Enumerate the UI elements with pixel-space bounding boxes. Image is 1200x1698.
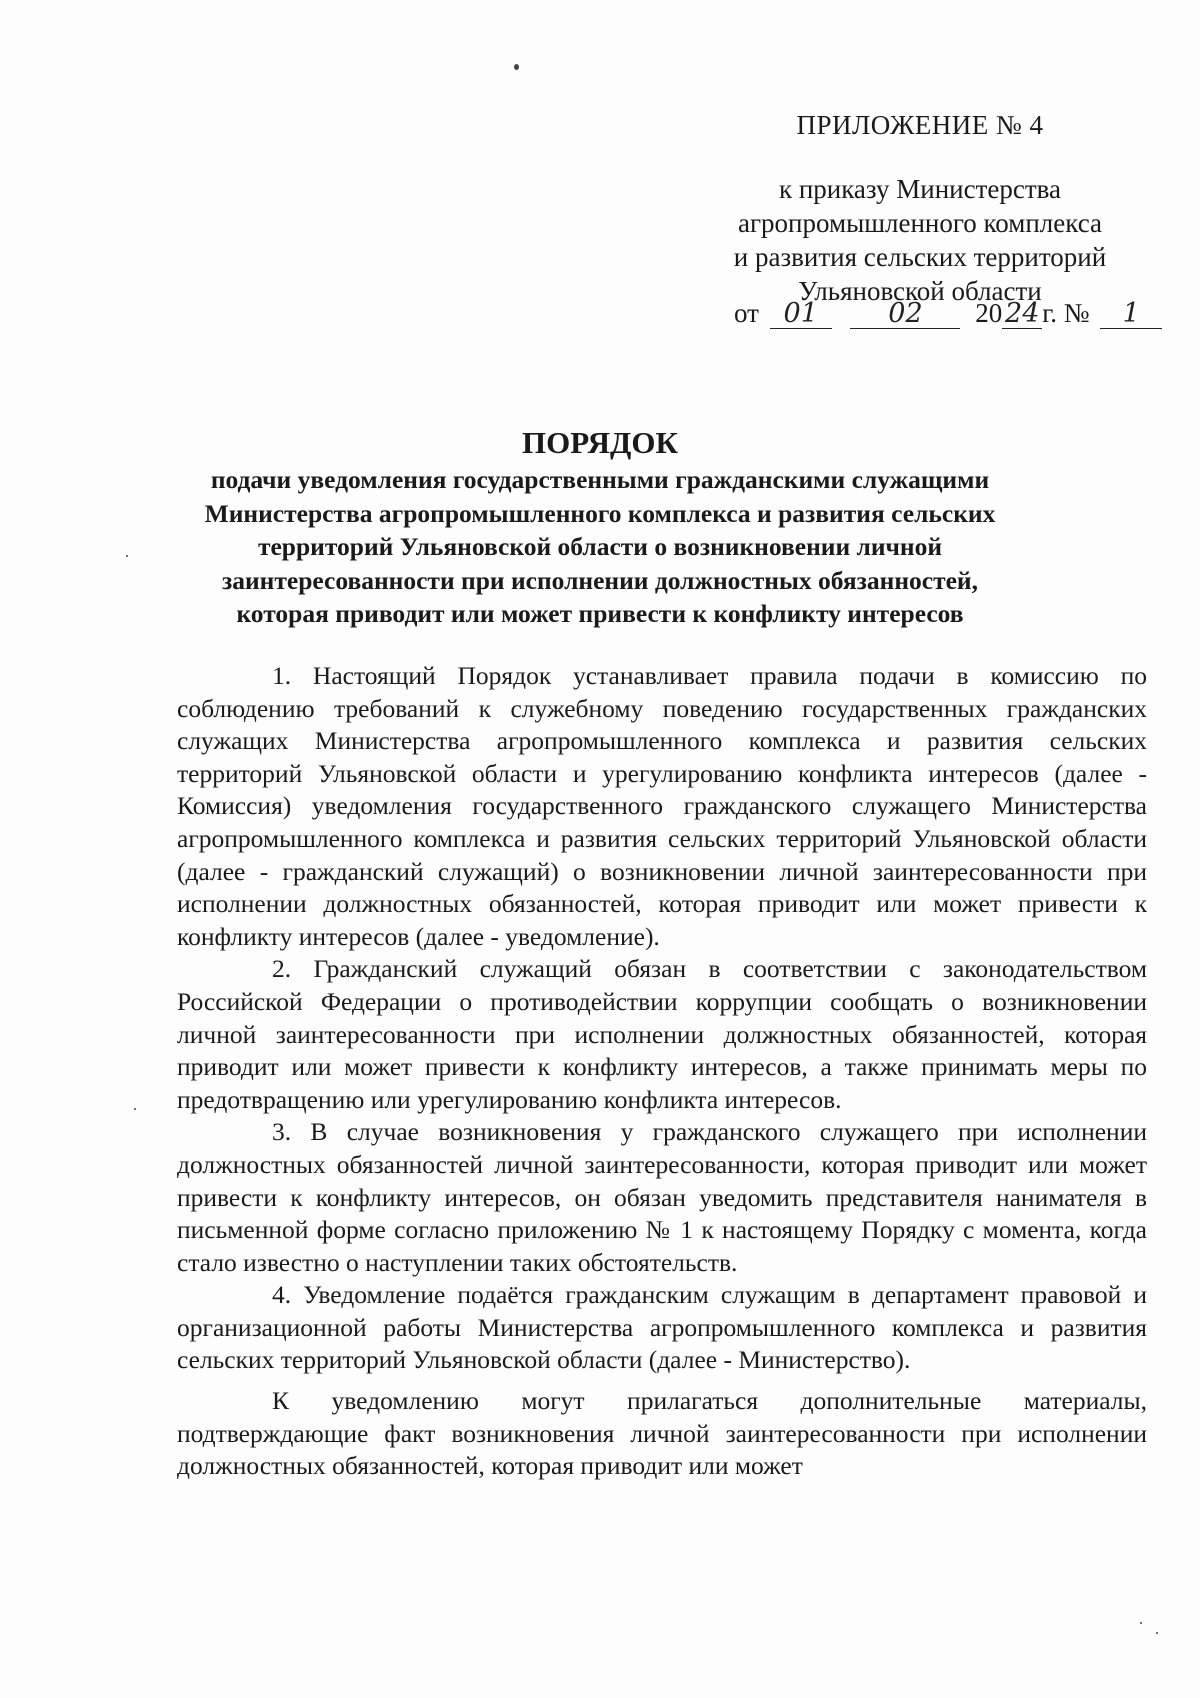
scan-speck (1156, 1632, 1158, 1634)
paragraph-4: 4. Уведомление подаётся гражданским служащим в департамент правовой и организационной работы Министерства агропромышленного комплекса и развития сельских территорий Ульяновской области (далее - Министерство). (177, 1280, 1147, 1375)
subtitle-line: подачи уведомления государственными гражданскими служащими (210, 465, 990, 494)
paragraph-5: К уведомлению могут прилагаться дополнительные материалы, подтверждающие факт возникновения личной заинтересованности при исполнении должностных обязанностей, которая приводит или может (177, 1386, 1147, 1481)
date-year-suffix: 24 (1002, 300, 1042, 329)
scan-speck (134, 1108, 136, 1110)
appendix-title: ПРИЛОЖЕНИЕ № 4 (796, 110, 1044, 140)
appendix-reference (700, 172, 1140, 308)
document-subtitle (150, 463, 1050, 631)
subtitle-line: которая приводит или может привести к конфликту интересов (236, 599, 964, 628)
scan-speck (126, 555, 128, 557)
date-prefix: от (734, 298, 759, 328)
document-heading (150, 423, 1050, 631)
subtitle-line: заинтересованности при исполнении должностных обязанностей, (221, 565, 978, 595)
paragraph-3: 3. В случае возникновения у гражданского служащего при исполнении должностных обязанностей личной заинтересованности, которая приводит или может привести к конфликту интересов, он обязан уведомить представителя нанимателя в письменной форме согласно приложению № 1 к настоящему Порядку с момента, когда стало известно о наступлении таких обстоятельств. (177, 1117, 1147, 1277)
scan-speck (1140, 1622, 1142, 1624)
subtitle-line: Министерства агропромышленного комплекса и развития сельских (204, 498, 996, 528)
order-date-line (734, 298, 1162, 329)
order-number: 1 (1100, 300, 1162, 329)
date-year-prefix: 20 (975, 298, 1003, 328)
date-day: 01 (770, 300, 832, 329)
scan-speck (514, 64, 519, 70)
paragraph-1: 1. Настоящий Порядок устанавливает правила подачи в комиссию по соблюдению требований к служебному поведению государственных гражданских служащих Министерства агропромышленного комплекса и развития сельских территорий Ульяновской области и урегулированию конфликта интересов (далее - Комиссия) уведомления государственного гражданского служащего Министерства агропромышленного комплекса и развития сельских территорий Ульяновской области (далее - гражданский служащий) о возникновении личной заинтересованности при исполнении должностных обязанностей, которая приводит или может привести к конфликту интересов (далее - уведомление). (177, 661, 1147, 951)
appendix-line: к приказу Министерства (778, 174, 1062, 204)
appendix-line: и развития сельских территорий (733, 242, 1107, 272)
appendix-line: Ульяновской области (798, 276, 1042, 306)
date-number-label: г. № (1042, 298, 1090, 328)
document-body (177, 660, 1147, 1483)
appendix-line: агропромышленного комплекса (738, 208, 1102, 238)
paragraph-2: 2. Гражданский служащий обязан в соответствии с законодательством Российской Федерации о противодействии коррупции сообщать о возникновении личной заинтересованности при исполнении должностных обязанностей, которая приводит или может привести к конфликту интересов, а также принимать меры по предотвращению или урегулированию конфликта интересов. (177, 954, 1147, 1114)
date-month: 02 (850, 300, 960, 329)
document-title: ПОРЯДОК (522, 425, 678, 460)
subtitle-line: территорий Ульяновской области о возникновении личной (257, 532, 943, 561)
